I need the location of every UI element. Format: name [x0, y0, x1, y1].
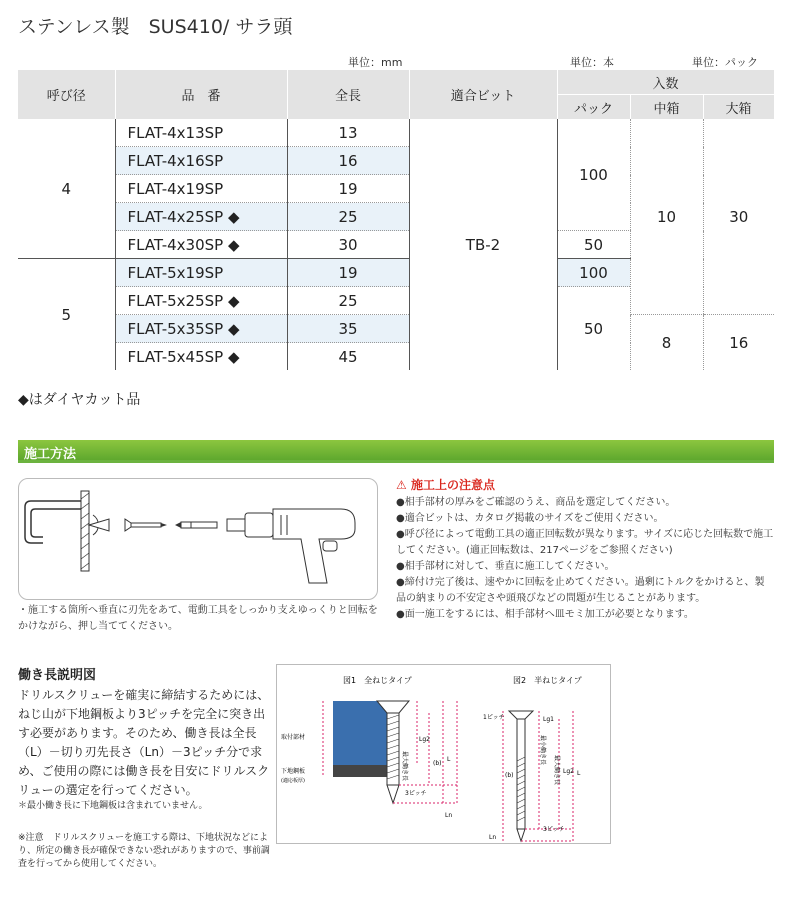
large-cell: 16	[703, 315, 774, 371]
working-length-diagram	[277, 665, 610, 843]
bit-icon	[175, 522, 217, 528]
fig2-b-label: (b)	[505, 772, 514, 779]
header-qty: 入数	[557, 70, 774, 95]
length-cell: 30	[287, 231, 409, 259]
pack-cell: 50	[557, 231, 630, 259]
fig2-dimension-lines	[503, 711, 573, 841]
fig2-title: 図2 半ねじタイプ	[513, 676, 582, 685]
screw-shank	[387, 713, 399, 785]
length-cell: 16	[287, 147, 409, 175]
caution-item: ●面一施工をするには、相手部材へ皿モミ加工が必要となります。	[396, 609, 694, 620]
part-cell: FLAT-5x19SP	[115, 259, 287, 287]
header-large: 大箱	[703, 95, 774, 120]
fig1-base-sub-label: (適応板厚)	[281, 778, 305, 784]
header-part: 品 番	[115, 70, 287, 119]
fig2-L-label: L	[577, 770, 581, 777]
fig2-pitch-label: 3ピッチ	[543, 826, 565, 833]
table-row	[18, 315, 774, 343]
pack-cell: 100	[557, 259, 630, 287]
part-cell: FLAT-5x35SP ◆	[115, 315, 287, 343]
screw2-shank	[517, 719, 525, 829]
header-mid: 中箱	[630, 95, 703, 120]
bit-cell: TB-2	[409, 119, 557, 370]
install-illustration	[18, 478, 378, 600]
diameter-cell: 5	[61, 305, 72, 324]
drill-diagram	[19, 479, 377, 599]
length-cell: 25	[287, 287, 409, 315]
part-cell: FLAT-5x45SP ◆	[115, 343, 287, 371]
fig2-ln-label: Ln	[489, 834, 497, 841]
caution-item: ●適合ビットは、カタログ掲載のサイズをご使用ください。	[396, 513, 664, 524]
fig2-min-work-label: 最小働き長	[539, 735, 546, 766]
fig1-base-label: 下地鋼板	[281, 768, 306, 775]
part-cell: FLAT-4x13SP	[115, 119, 287, 147]
power-drill-icon	[227, 509, 355, 583]
page-title: ステンレス製 SUS410/ サラ頭	[18, 16, 293, 38]
header-length: 全長	[287, 70, 409, 119]
drill-tip	[387, 785, 399, 803]
section-divider	[18, 460, 774, 463]
mid-cell: 8	[630, 315, 703, 371]
part-cell: FLAT-4x19SP	[115, 175, 287, 203]
fig2-max-work-label: 最大働き長	[553, 755, 560, 786]
screw-icon	[125, 519, 167, 531]
section-bar	[18, 440, 774, 462]
length-cell: 45	[287, 343, 409, 371]
header-pack: パック	[557, 95, 630, 120]
working-length-note: ＊最小働き長に下地鋼板は含まれていません。	[18, 801, 208, 811]
drill-tip-2	[517, 829, 525, 841]
fig1-member-label: 取付部材	[281, 734, 306, 741]
part-cell: FLAT-4x16SP	[115, 147, 287, 175]
footnote: ◆はダイヤカット品	[18, 392, 141, 408]
fig1-pitch-label: 3ピッチ	[405, 790, 427, 797]
caution-item: ●締付け完了後は、速やかに回転を止めてください。過剰にトルクをかけると、製品の納まりの不安定さや頭飛びなどの問題が生じることがあります。	[396, 577, 765, 604]
mid-cell: 10	[630, 119, 703, 315]
unit-packs: 単位：パック	[692, 56, 758, 69]
direction-arrow-icon	[89, 519, 109, 531]
length-cell: 13	[287, 119, 409, 147]
figure-box	[276, 664, 611, 844]
section-title: 施工方法	[24, 447, 77, 462]
fig1-work-label: 最大働き長	[401, 751, 408, 782]
fig1-lg2-label: Lg2	[419, 736, 430, 743]
wall-plate	[81, 491, 89, 571]
part-cell: FLAT-5x25SP ◆	[115, 287, 287, 315]
length-cell: 35	[287, 315, 409, 343]
header-bit: 適合ビット	[409, 70, 557, 119]
caution-item: ●相手部材に対して、垂直に施工してください。	[396, 561, 615, 572]
base-plate	[333, 765, 391, 777]
fig2-lg1-label: Lg1	[543, 716, 554, 723]
screw2-head-icon	[509, 711, 533, 719]
unit-pieces: 単位：本	[570, 56, 614, 69]
steel-channel	[25, 501, 81, 543]
working-length-body: ドリルスクリューを確実に締結するためには、ねじ山が下地鋼板より3ピッチを完全に突き出す必要があります。そのため、働き長は全長（L）－切り刃先長さ（Ln）－3ピッチ分で求め、ご使用の際には働き長を目安にドリルスクリューの選定を行ってください。	[18, 688, 270, 797]
header-diameter: 呼び径	[18, 70, 115, 119]
working-length-heading: 働き長説明図	[18, 668, 97, 683]
pack-cell: 50	[583, 319, 604, 338]
spec-table	[18, 70, 775, 370]
fig1-L-label: L	[447, 756, 451, 763]
table-row	[18, 119, 774, 147]
fig2-lg2-label: Lg2	[563, 768, 574, 775]
part-cell: FLAT-4x30SP ◆	[115, 231, 287, 259]
diameter-cell: 4	[18, 119, 115, 259]
unit-mm: 単位：mm	[348, 56, 403, 69]
install-caption: ・施工する箇所へ垂直に刃先をあて、電動工具をしっかり支えゆっくりと回転をかけながら、押し当ててください。	[18, 605, 378, 632]
caution-title: 施工上の注意点	[410, 478, 495, 492]
length-cell: 19	[287, 175, 409, 203]
caution-list	[396, 495, 774, 623]
length-cell: 19	[287, 259, 409, 287]
fig1-title: 図1 全ねじタイプ	[343, 676, 412, 685]
pack-cell: 100	[557, 119, 630, 231]
caution-title-row	[396, 476, 495, 493]
fig1-b-label: (b)	[433, 760, 442, 767]
caution-item: ●相手部材の厚みをご確認のうえ、商品を選定してください。	[396, 497, 676, 508]
large-cell: 30	[703, 119, 774, 315]
fig1-ln-label: Ln	[445, 812, 453, 819]
working-length-caution: ※注意 ドリルスクリューを施工する際は、下地状況などにより、所定の働き長が確保できない恐れがありますので、事前調査を行ってから使用してください。	[18, 833, 270, 869]
member-plate	[333, 701, 391, 765]
warning-icon: ⚠	[396, 478, 407, 492]
part-cell: FLAT-4x25SP ◆	[115, 203, 287, 231]
caution-item: ●呼び径によって電動工具の適正回転数が異なります。サイズに応じた回転数で施工してください。(適正回転数は、217ページをご参照ください)	[396, 529, 774, 556]
length-cell: 25	[287, 203, 409, 231]
fig2-pitch1-label: 1ピッチ	[483, 714, 505, 721]
